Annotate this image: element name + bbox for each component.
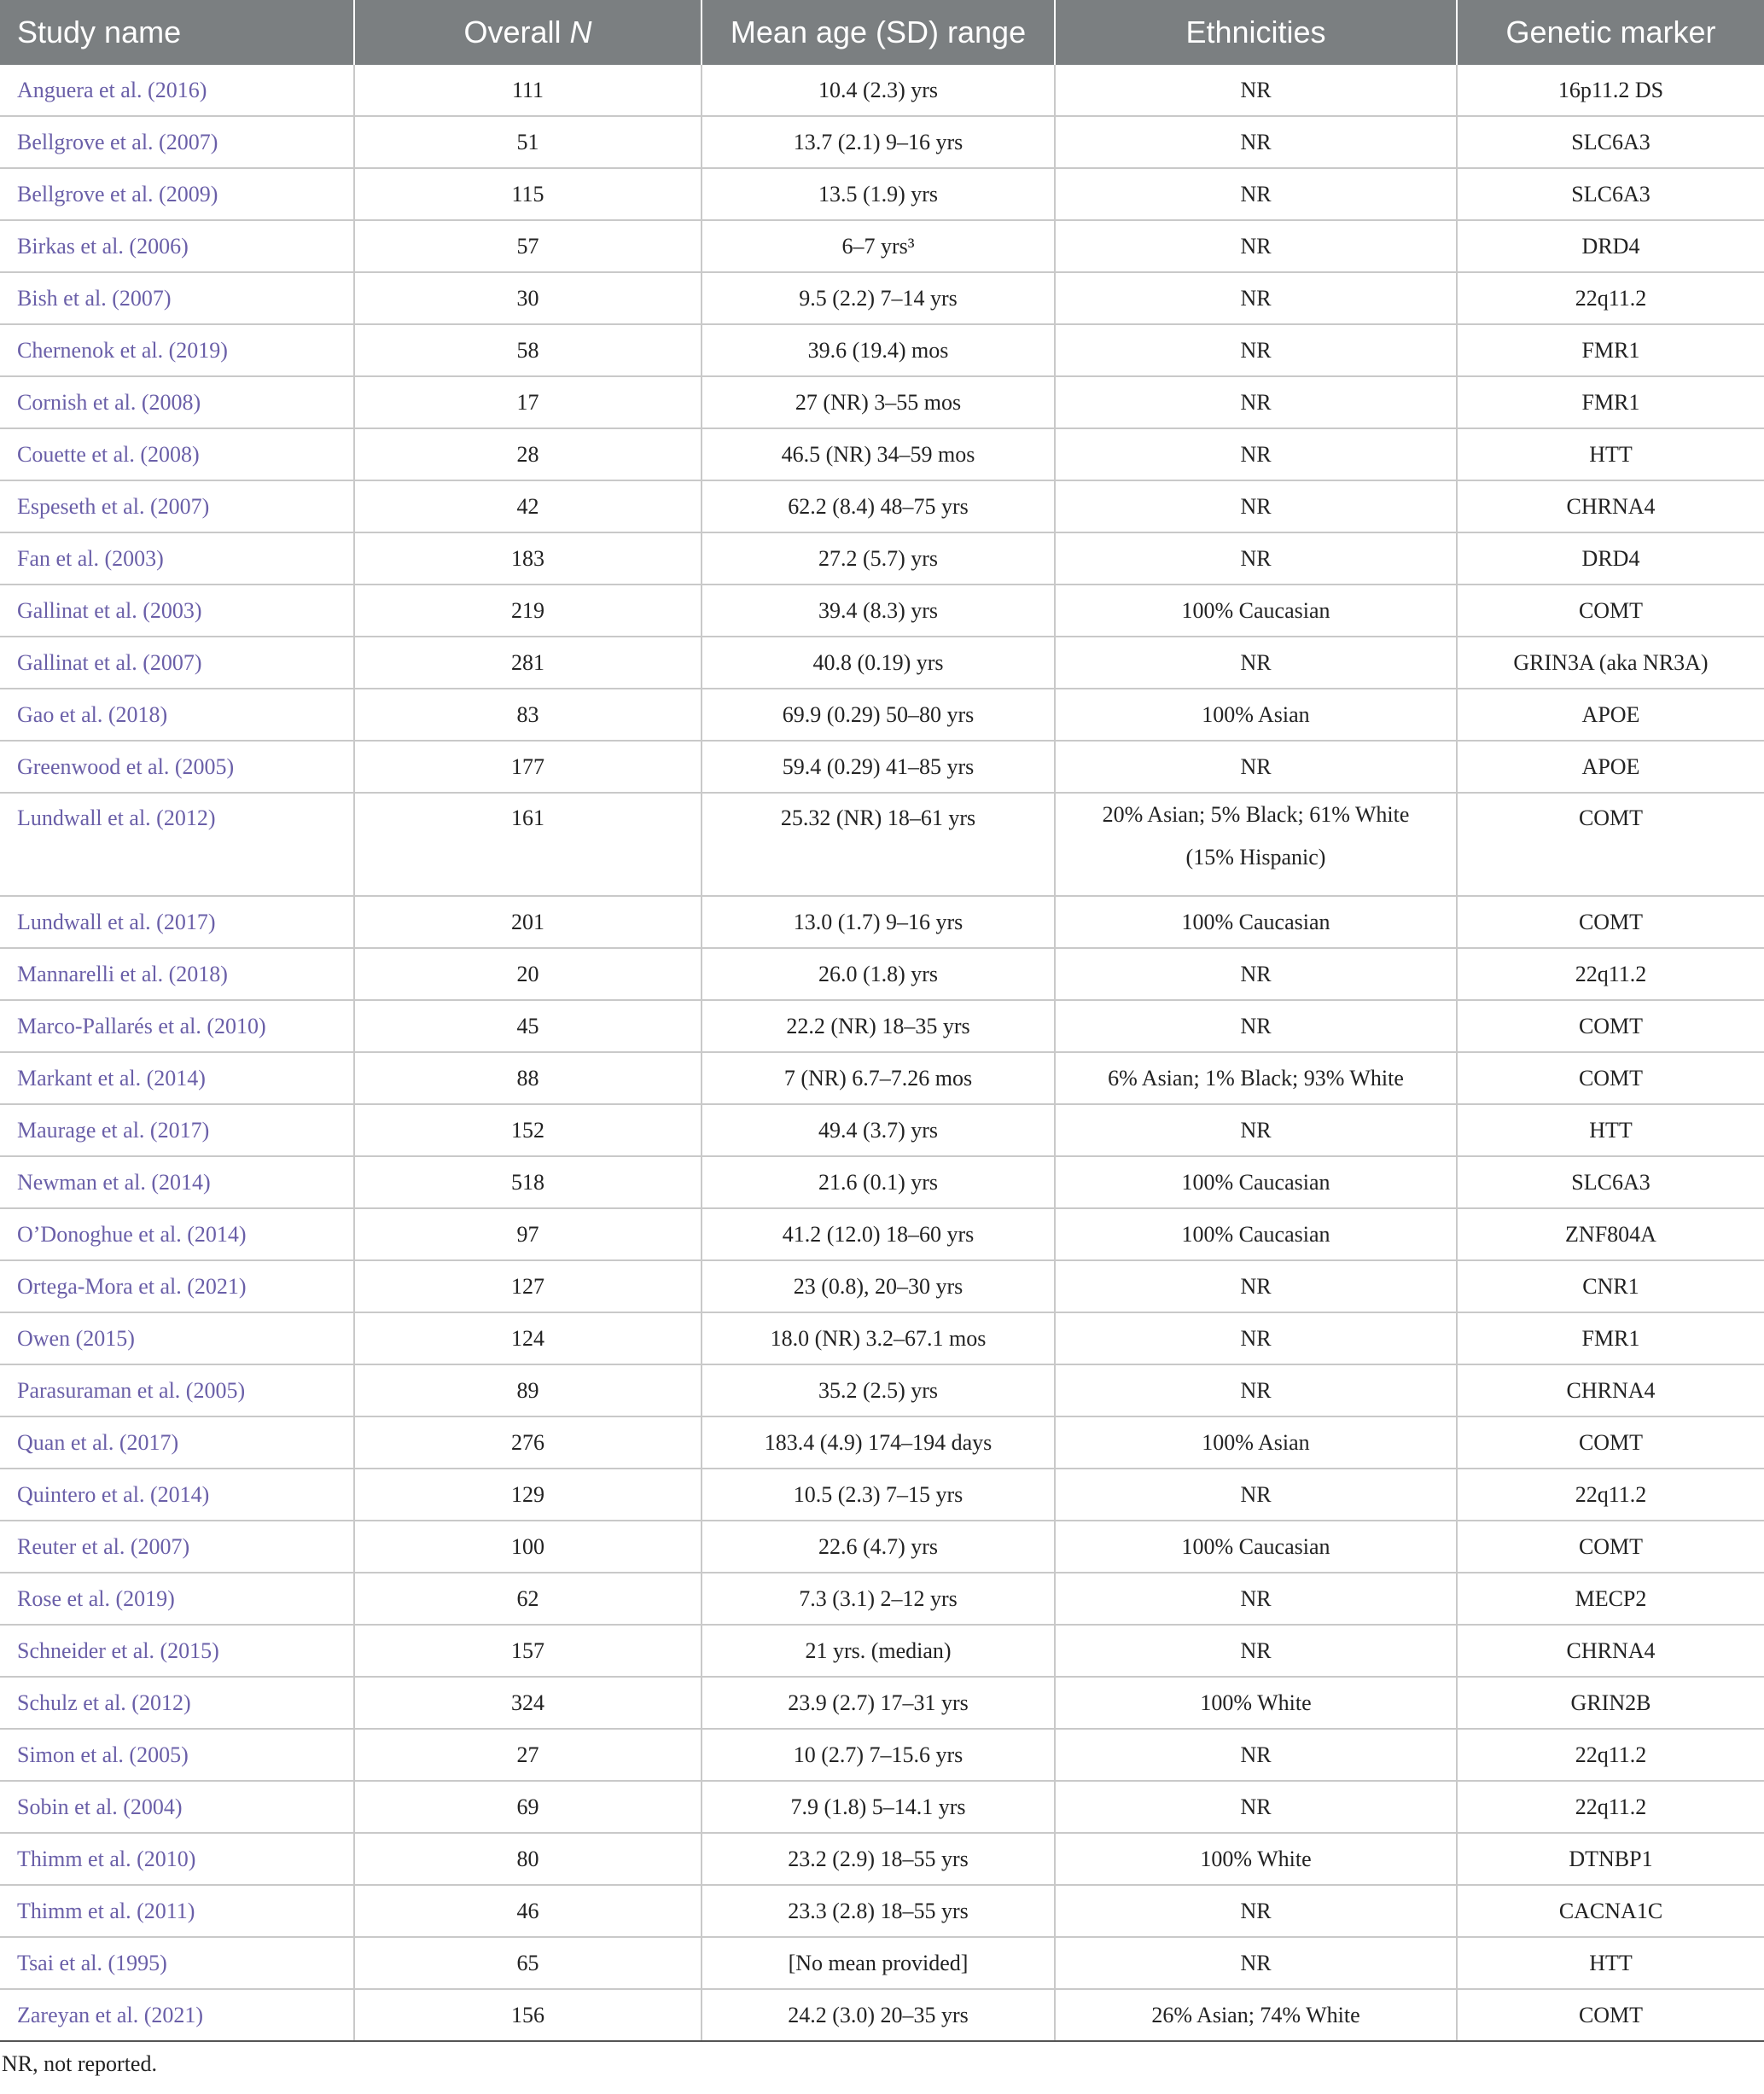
cell-genetic-marker: HTT [1457,428,1764,480]
cell-study-name[interactable]: Fan et al. (2003) [0,532,354,585]
cell-ethnicities: 100% Asian [1055,1416,1457,1469]
cell-genetic-marker: COMT [1457,1000,1764,1052]
cell-overall-n: 27 [354,1729,702,1781]
cell-genetic-marker: CHRNA4 [1457,1364,1764,1416]
cell-mean-age: 39.4 (8.3) yrs [702,585,1055,637]
cell-ethnicities: NR [1055,376,1457,428]
cell-overall-n: 89 [354,1364,702,1416]
cell-overall-n: 80 [354,1833,702,1885]
cell-mean-age: 23.9 (2.7) 17–31 yrs [702,1677,1055,1729]
cell-overall-n: 324 [354,1677,702,1729]
cell-overall-n: 281 [354,637,702,689]
cell-mean-age: 10.4 (2.3) yrs [702,65,1055,116]
cell-genetic-marker: GRIN2B [1457,1677,1764,1729]
cell-overall-n: 42 [354,480,702,532]
cell-ethnicities: NR [1055,948,1457,1000]
cell-overall-n: 157 [354,1625,702,1677]
cell-overall-n: 276 [354,1416,702,1469]
cell-ethnicities: NR [1055,1104,1457,1156]
cell-mean-age: 7.9 (1.8) 5–14.1 yrs [702,1781,1055,1833]
table-row [0,1104,1764,1156]
cell-overall-n: 20 [354,948,702,1000]
cell-study-name[interactable]: Rose et al. (2019) [0,1573,354,1625]
table-footnote: NR, not reported. [2,2051,157,2076]
cell-mean-age: 9.5 (2.2) 7–14 yrs [702,272,1055,324]
cell-study-name[interactable]: Lundwall et al. (2017) [0,896,354,948]
cell-genetic-marker: MECP2 [1457,1573,1764,1625]
cell-overall-n: 201 [354,896,702,948]
table-row [0,272,1764,324]
cell-ethnicities: 100% Caucasian [1055,1521,1457,1573]
cell-genetic-marker: 22q11.2 [1457,1729,1764,1781]
header-genetic-marker: Genetic marker [1457,0,1764,65]
table-row [0,689,1764,741]
table-row [0,1469,1764,1521]
cell-ethnicities: NR [1055,1729,1457,1781]
cell-mean-age: 7.3 (3.1) 2–12 yrs [702,1573,1055,1625]
cell-study-name[interactable]: Mannarelli et al. (2018) [0,948,354,1000]
cell-mean-age: 22.6 (4.7) yrs [702,1521,1055,1573]
cell-ethnicities: NR [1055,1781,1457,1833]
cell-mean-age: 13.5 (1.9) yrs [702,168,1055,220]
table-row [0,1364,1764,1416]
cell-overall-n: 183 [354,532,702,585]
cell-overall-n: 115 [354,168,702,220]
cell-genetic-marker: 22q11.2 [1457,1781,1764,1833]
cell-mean-age: 39.6 (19.4) mos [702,324,1055,376]
cell-study-name[interactable]: Marco-Pallarés et al. (2010) [0,1000,354,1052]
cell-genetic-marker: COMT [1457,1052,1764,1104]
cell-study-name[interactable]: O’Donoghue et al. (2014) [0,1208,354,1260]
cell-ethnicities: NR [1055,1000,1457,1052]
table-row [0,1677,1764,1729]
cell-study-name[interactable]: Maurage et al. (2017) [0,1104,354,1156]
cell-study-name[interactable]: Gao et al. (2018) [0,689,354,741]
cell-ethnicities [1055,793,1457,896]
table-row [0,1833,1764,1885]
cell-genetic-marker: SLC6A3 [1457,1156,1764,1208]
cell-ethnicities: NR [1055,428,1457,480]
cell-genetic-marker: COMT [1457,585,1764,637]
cell-ethnicities: 100% White [1055,1833,1457,1885]
cell-ethnicities: NR [1055,1937,1457,1989]
cell-genetic-marker: COMT [1457,793,1764,896]
table-row [0,1416,1764,1469]
cell-mean-age: 23.3 (2.8) 18–55 yrs [702,1885,1055,1937]
cell-genetic-marker: COMT [1457,896,1764,948]
table-row [0,896,1764,948]
table-row [0,1625,1764,1677]
table-row [0,220,1764,272]
cell-mean-age: 35.2 (2.5) yrs [702,1364,1055,1416]
cell-genetic-marker: CACNA1C [1457,1885,1764,1937]
cell-study-name[interactable]: Ortega-Mora et al. (2021) [0,1260,354,1312]
cell-mean-age: 27 (NR) 3–55 mos [702,376,1055,428]
cell-ethnicities: NR [1055,1364,1457,1416]
cell-overall-n: 57 [354,220,702,272]
cell-ethnicities: 100% Caucasian [1055,1208,1457,1260]
cell-ethnicities: 100% Caucasian [1055,1156,1457,1208]
cell-overall-n: 17 [354,376,702,428]
cell-study-name[interactable]: Birkas et al. (2006) [0,220,354,272]
cell-genetic-marker: APOE [1457,741,1764,793]
cell-study-name[interactable]: Gallinat et al. (2007) [0,637,354,689]
cell-genetic-marker: 22q11.2 [1457,1469,1764,1521]
cell-mean-age: [No mean provided] [702,1937,1055,1989]
cell-ethnicities: NR [1055,1312,1457,1364]
cell-ethnicities: 26% Asian; 74% White [1055,1989,1457,2041]
cell-ethnicities: NR [1055,220,1457,272]
cell-genetic-marker: APOE [1457,689,1764,741]
cell-genetic-marker: 22q11.2 [1457,272,1764,324]
table-row [0,1781,1764,1833]
cell-study-name[interactable]: Schulz et al. (2012) [0,1677,354,1729]
cell-study-name[interactable]: Bellgrove et al. (2009) [0,168,354,220]
cell-genetic-marker: CHRNA4 [1457,480,1764,532]
table-row [0,637,1764,689]
cell-mean-age: 40.8 (0.19) yrs [702,637,1055,689]
cell-mean-age: 25.32 (NR) 18–61 yrs [702,793,1055,896]
cell-ethnicities: NR [1055,1625,1457,1677]
cell-study-name[interactable]: Couette et al. (2008) [0,428,354,480]
cell-ethnicities: NR [1055,272,1457,324]
cell-mean-age: 10.5 (2.3) 7–15 yrs [702,1469,1055,1521]
cell-mean-age: 27.2 (5.7) yrs [702,532,1055,585]
cell-overall-n: 83 [354,689,702,741]
cell-study-name[interactable]: Markant et al. (2014) [0,1052,354,1104]
cell-ethnicities: NR [1055,637,1457,689]
cell-genetic-marker: COMT [1457,1521,1764,1573]
cell-ethnicities: 100% Asian [1055,689,1457,741]
cell-ethnicities: NR [1055,1260,1457,1312]
cell-ethnicities: NR [1055,480,1457,532]
cell-genetic-marker: 22q11.2 [1457,948,1764,1000]
cell-study-name[interactable]: Newman et al. (2014) [0,1156,354,1208]
cell-ethnicities: NR [1055,741,1457,793]
cell-genetic-marker: FMR1 [1457,1312,1764,1364]
cell-overall-n: 156 [354,1989,702,2041]
cell-study-name[interactable]: Bellgrove et al. (2007) [0,116,354,168]
table-row [0,480,1764,532]
cell-overall-n: 28 [354,428,702,480]
ethnicity-line-2: (15% Hispanic) [1185,845,1326,870]
cell-mean-age: 69.9 (0.29) 50–80 yrs [702,689,1055,741]
cell-ethnicities: NR [1055,1573,1457,1625]
cell-ethnicities: NR [1055,1885,1457,1937]
cell-genetic-marker: FMR1 [1457,376,1764,428]
table-row [0,1260,1764,1312]
cell-mean-age: 183.4 (4.9) 174–194 days [702,1416,1055,1469]
table-row [0,1521,1764,1573]
cell-mean-age: 21.6 (0.1) yrs [702,1156,1055,1208]
table-row [0,168,1764,220]
header-overall-n-prefix: Overall [463,15,570,49]
cell-study-name[interactable]: Quan et al. (2017) [0,1416,354,1469]
cell-overall-n: 518 [354,1156,702,1208]
cell-study-name[interactable]: Lundwall et al. (2012) [0,793,354,896]
cell-genetic-marker: CHRNA4 [1457,1625,1764,1677]
cell-genetic-marker: SLC6A3 [1457,116,1764,168]
cell-overall-n: 88 [354,1052,702,1104]
cell-study-name[interactable]: Thimm et al. (2010) [0,1833,354,1885]
cell-mean-age: 23.2 (2.9) 18–55 yrs [702,1833,1055,1885]
cell-ethnicities: 100% White [1055,1677,1457,1729]
header-row [0,0,1764,65]
table-row [0,532,1764,585]
cell-study-name[interactable]: Schneider et al. (2015) [0,1625,354,1677]
cell-mean-age: 49.4 (3.7) yrs [702,1104,1055,1156]
cell-mean-age: 13.0 (1.7) 9–16 yrs [702,896,1055,948]
ethnicity-line-1: 20% Asian; 5% Black; 61% White [1102,802,1410,827]
cell-mean-age: 26.0 (1.8) yrs [702,948,1055,1000]
table-row [0,324,1764,376]
cell-study-name[interactable]: Chernenok et al. (2019) [0,324,354,376]
cell-study-name[interactable]: Zareyan et al. (2021) [0,1989,354,2041]
header-overall-n [354,0,702,65]
table-row [0,428,1764,480]
header-study-name: Study name [0,0,354,65]
cell-study-name[interactable]: Gallinat et al. (2003) [0,585,354,637]
cell-ethnicities: NR [1055,324,1457,376]
cell-genetic-marker: HTT [1457,1104,1764,1156]
cell-study-name[interactable]: Reuter et al. (2007) [0,1521,354,1573]
cell-genetic-marker: HTT [1457,1937,1764,1989]
cell-mean-age: 22.2 (NR) 18–35 yrs [702,1000,1055,1052]
cell-genetic-marker: COMT [1457,1989,1764,2041]
cell-overall-n: 30 [354,272,702,324]
table-row [0,1729,1764,1781]
cell-study-name[interactable]: Espeseth et al. (2007) [0,480,354,532]
table-row [0,1885,1764,1937]
cell-study-name[interactable]: Tsai et al. (1995) [0,1937,354,1989]
cell-ethnicities: 100% Caucasian [1055,896,1457,948]
cell-overall-n: 62 [354,1573,702,1625]
cell-genetic-marker: FMR1 [1457,324,1764,376]
table-row [0,1000,1764,1052]
cell-overall-n: 69 [354,1781,702,1833]
cell-overall-n: 97 [354,1208,702,1260]
cell-mean-age: 6–7 yrs³ [702,220,1055,272]
cell-genetic-marker: SLC6A3 [1457,168,1764,220]
cell-overall-n: 46 [354,1885,702,1937]
table-row [0,1989,1764,2041]
cell-genetic-marker: 16p11.2 DS [1457,65,1764,116]
cell-study-name[interactable]: Cornish et al. (2008) [0,376,354,428]
cell-ethnicities: NR [1055,168,1457,220]
cell-mean-age: 41.2 (12.0) 18–60 yrs [702,1208,1055,1260]
cell-study-name[interactable]: Parasuraman et al. (2005) [0,1364,354,1416]
cell-genetic-marker: COMT [1457,1416,1764,1469]
cell-study-name[interactable]: Owen (2015) [0,1312,354,1364]
cell-study-name[interactable]: Anguera et al. (2016) [0,65,354,116]
cell-study-name[interactable]: Quintero et al. (2014) [0,1469,354,1521]
table-body [0,65,1764,2041]
cell-mean-age: 59.4 (0.29) 41–85 yrs [702,741,1055,793]
cell-mean-age: 13.7 (2.1) 9–16 yrs [702,116,1055,168]
cell-overall-n: 124 [354,1312,702,1364]
cell-ethnicities: NR [1055,1469,1457,1521]
cell-overall-n: 177 [354,741,702,793]
header-overall-n-symbol: N [569,15,592,49]
cell-genetic-marker: GRIN3A (aka NR3A) [1457,637,1764,689]
cell-ethnicities: 100% Caucasian [1055,585,1457,637]
cell-mean-age: 23 (0.8), 20–30 yrs [702,1260,1055,1312]
cell-mean-age: 62.2 (8.4) 48–75 yrs [702,480,1055,532]
table-row [0,65,1764,116]
cell-overall-n: 129 [354,1469,702,1521]
cell-genetic-marker: DTNBP1 [1457,1833,1764,1885]
table-header [0,0,1764,65]
header-mean-age: Mean age (SD) range [702,0,1055,65]
cell-genetic-marker: DRD4 [1457,532,1764,585]
cell-mean-age: 46.5 (NR) 34–59 mos [702,428,1055,480]
table-row [0,1312,1764,1364]
cell-genetic-marker: ZNF804A [1457,1208,1764,1260]
cell-study-name[interactable]: Bish et al. (2007) [0,272,354,324]
table-row [0,1052,1764,1104]
table-row [0,1573,1764,1625]
cell-genetic-marker: DRD4 [1457,220,1764,272]
cell-overall-n: 219 [354,585,702,637]
header-ethnicities: Ethnicities [1055,0,1457,65]
table-row [0,741,1764,793]
cell-study-name[interactable]: Thimm et al. (2011) [0,1885,354,1937]
table-row [0,585,1764,637]
cell-overall-n: 100 [354,1521,702,1573]
cell-study-name[interactable]: Greenwood et al. (2005) [0,741,354,793]
cell-study-name[interactable]: Simon et al. (2005) [0,1729,354,1781]
cell-overall-n: 65 [354,1937,702,1989]
cell-mean-age: 18.0 (NR) 3.2–67.1 mos [702,1312,1055,1364]
table-row [0,1937,1764,1989]
cell-ethnicities: 6% Asian; 1% Black; 93% White [1055,1052,1457,1104]
cell-mean-age: 21 yrs. (median) [702,1625,1055,1677]
cell-overall-n: 111 [354,65,702,116]
table-row [0,948,1764,1000]
cell-overall-n: 58 [354,324,702,376]
table-row [0,116,1764,168]
table-row [0,793,1764,896]
table-row [0,376,1764,428]
cell-overall-n: 152 [354,1104,702,1156]
cell-overall-n: 51 [354,116,702,168]
cell-ethnicities: NR [1055,65,1457,116]
table-row [0,1156,1764,1208]
cell-mean-age: 10 (2.7) 7–15.6 yrs [702,1729,1055,1781]
cell-genetic-marker: CNR1 [1457,1260,1764,1312]
cell-ethnicities: NR [1055,532,1457,585]
cell-overall-n: 161 [354,793,702,896]
cell-ethnicities: NR [1055,116,1457,168]
cell-overall-n: 45 [354,1000,702,1052]
table-row [0,1208,1764,1260]
cell-mean-age: 24.2 (3.0) 20–35 yrs [702,1989,1055,2041]
cell-mean-age: 7 (NR) 6.7–7.26 mos [702,1052,1055,1104]
cell-study-name[interactable]: Sobin et al. (2004) [0,1781,354,1833]
cell-overall-n: 127 [354,1260,702,1312]
